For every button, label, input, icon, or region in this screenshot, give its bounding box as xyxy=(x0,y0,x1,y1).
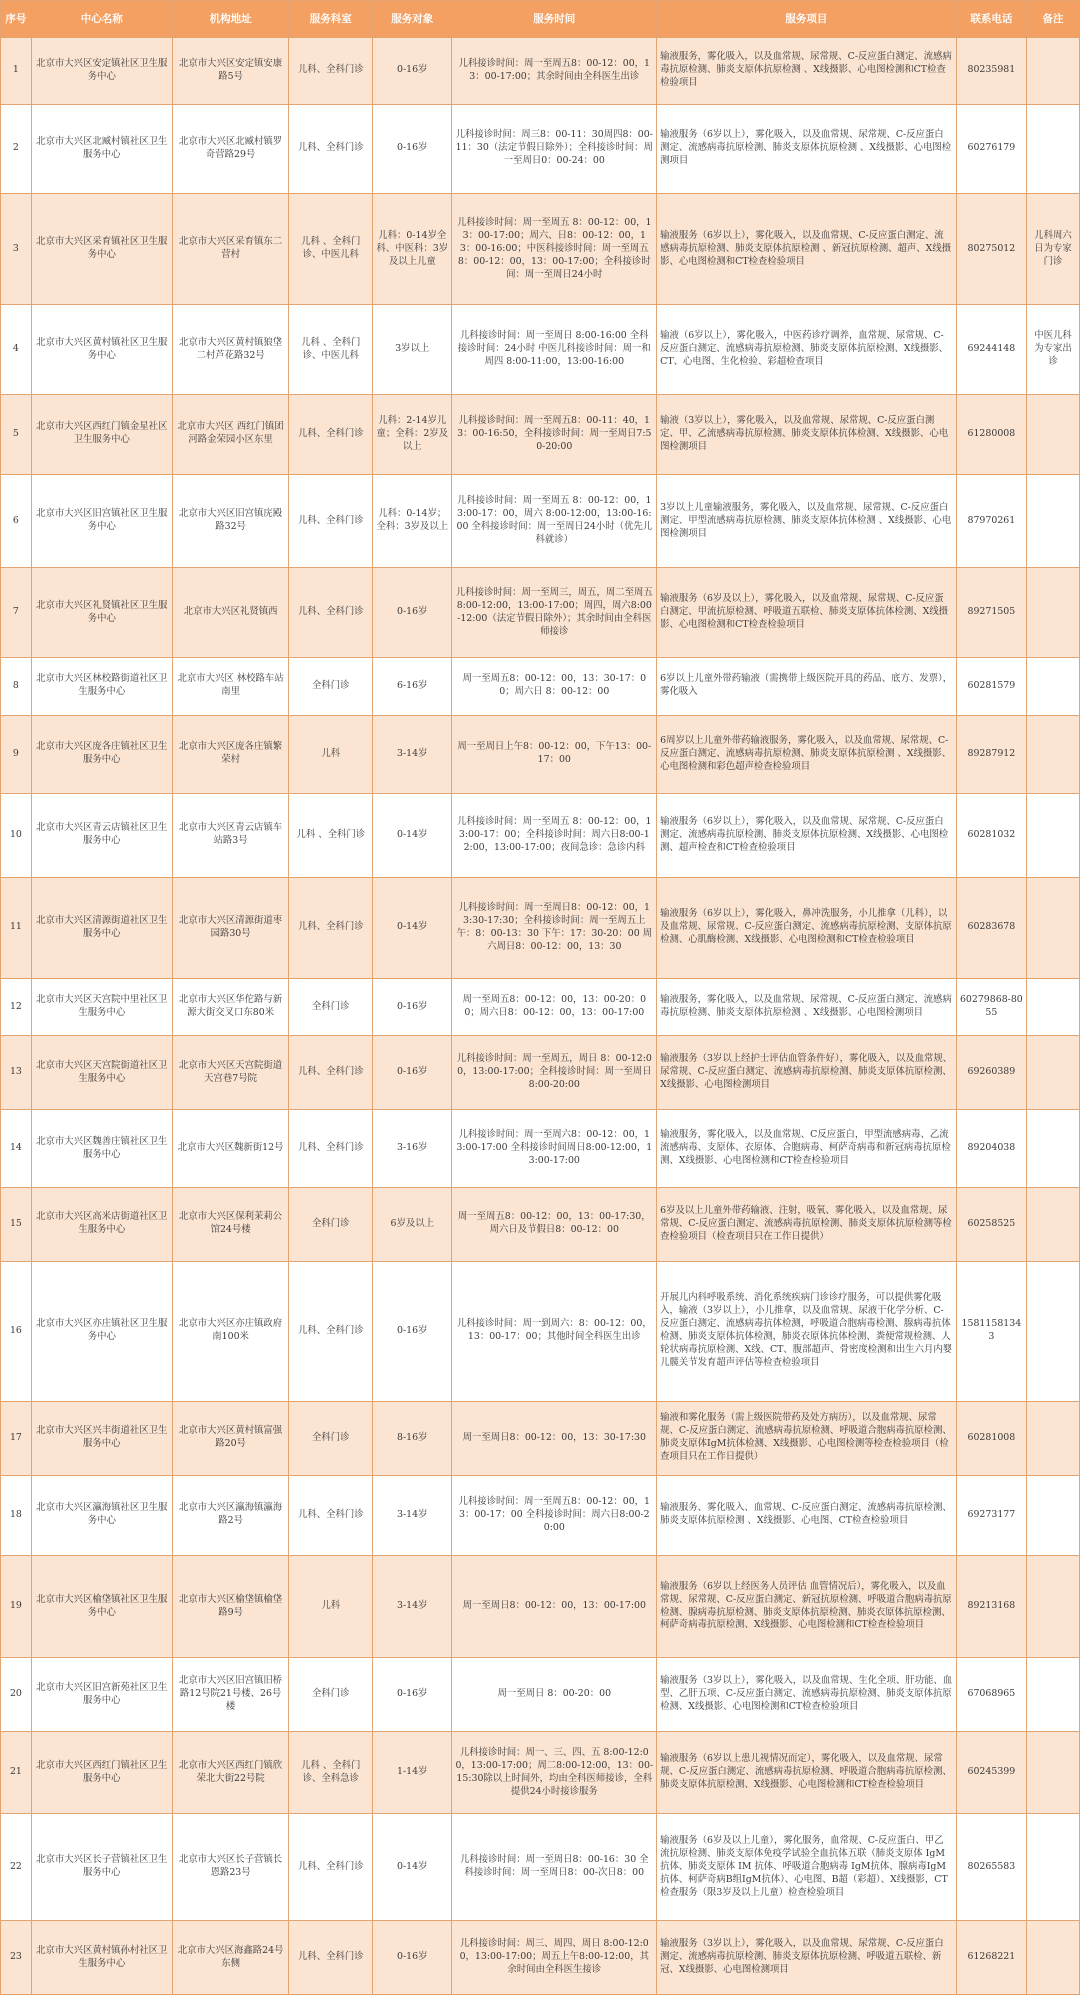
service-target: 0-16岁 xyxy=(373,1658,452,1732)
row-index: 19 xyxy=(1,1555,32,1658)
service-hours: 儿科接诊时间：周一至周三，周五，周二至周五8:00-12:00，13:00-17:00；周四，周六8:00-12:00（法定节假日除外）；其余时间由全科医师接诊 xyxy=(452,568,657,657)
remarks xyxy=(1027,1921,1080,1995)
service-items: 输液服务，雾化吸入，以及血常规、C反应蛋白，甲型流感病毒、乙流流感病毒、支原体、衣原体、合胞病毒、柯萨奇病毒和新冠病毒抗原检测、X线摄影、心电图检测和CT检查检验项目 xyxy=(657,1110,956,1188)
service-target: 0-16岁 xyxy=(373,104,452,193)
phone: 80235981 xyxy=(956,38,1026,105)
table-row xyxy=(1,194,1080,305)
center-name: 北京市大兴区黄村镇孙村社区卫生服务中心 xyxy=(31,1921,172,1995)
service-target: 儿科：0-14岁全科、中医科：3岁及以上儿童 xyxy=(373,194,452,305)
service-target: 6-16岁 xyxy=(373,657,452,715)
service-hours: 儿科接诊时间：周一至周五8：00-12：00，13：00-17：00 全科接诊时间：周六日8:00-20:00 xyxy=(452,1475,657,1555)
row-index: 8 xyxy=(1,657,32,715)
department: 儿科 xyxy=(289,715,373,793)
service-hours: 儿科接诊时间：周一至周日 8:00-16:00 全科接诊时间：24小时 中医儿科接诊时间：周一和周四 8:00-11:00，13:00-16:00 xyxy=(452,305,657,394)
row-index: 9 xyxy=(1,715,32,793)
remarks xyxy=(1027,715,1080,793)
table-row xyxy=(1,1188,1080,1262)
center-name: 北京市大兴区旧宫新苑社区卫生服务中心 xyxy=(31,1658,172,1732)
row-index: 15 xyxy=(1,1188,32,1262)
department: 儿科、全科门诊 xyxy=(289,1261,373,1401)
phone: 61268221 xyxy=(956,1921,1026,1995)
department: 儿科、全科门诊 xyxy=(289,38,373,105)
department: 全科门诊 xyxy=(289,1401,373,1475)
row-index: 11 xyxy=(1,878,32,978)
address: 北京市大兴区保利茉莉公馆24号楼 xyxy=(172,1188,289,1262)
address: 北京市大兴区西红门镇欣荣北大街22号院 xyxy=(172,1731,289,1813)
department: 全科门诊 xyxy=(289,978,373,1036)
department: 儿科 xyxy=(289,1555,373,1658)
address: 北京市大兴区礼贤镇西 xyxy=(172,568,289,657)
address: 北京市大兴区长子营镇长恩路23号 xyxy=(172,1814,289,1921)
row-index: 21 xyxy=(1,1731,32,1813)
center-name: 北京市大兴区天宫院中里社区卫生服务中心 xyxy=(31,978,172,1036)
service-hours: 周一至周五8：00-12：00，13：00-17:30，周六日及节假日8：00-12：00 xyxy=(452,1188,657,1262)
center-name: 北京市大兴区兴丰街道社区卫生服务中心 xyxy=(31,1401,172,1475)
service-hours: 儿科接诊时间：周一至周五 8：00-12：00，13:00-17：00；全科接诊时间：周六日8:00-12:00，13:00-17:00；夜间急诊：急诊内科 xyxy=(452,793,657,878)
row-index: 16 xyxy=(1,1261,32,1401)
center-name: 北京市大兴区庞各庄镇社区卫生服务中心 xyxy=(31,715,172,793)
phone: 80265583 xyxy=(956,1814,1026,1921)
table-row xyxy=(1,657,1080,715)
address: 北京市大兴区旧宫镇庑殿路32号 xyxy=(172,474,289,568)
service-items: 6岁以上儿童外带药输液（需携带上级医院开具的药品、底方、发票），雾化吸入 xyxy=(657,657,956,715)
service-items: 输液（6岁以上），雾化吸入，中医药诊疗调养，血常规、尿常规、C-反应蛋白测定、流感病毒抗原检测、肺炎支原体抗原检测、X线摄影、CT、心电图、生化检验、彩超检查项目 xyxy=(657,305,956,394)
service-items: 输液和雾化服务（需上级医院带药及处方病历），以及血常规、尿常规、C-反应蛋白测定、流感病毒抗原检测、呼吸道合胞病毒抗原检测、肺炎支原体IgM抗体检测、X线摄影、心电图检测等检查检验项目（检查项目只在工作日提供） xyxy=(657,1401,956,1475)
center-name: 北京市大兴区黄村镇社区卫生服务中心 xyxy=(31,305,172,394)
department: 儿科 、全科门诊、中医儿科 xyxy=(289,194,373,305)
remarks xyxy=(1027,1814,1080,1921)
department: 儿科、全科门诊 xyxy=(289,878,373,978)
row-index: 6 xyxy=(1,474,32,568)
department: 儿科、全科门诊 xyxy=(289,1036,373,1110)
table-row xyxy=(1,1814,1080,1921)
department: 全科门诊 xyxy=(289,657,373,715)
service-items: 输液服务（6岁以上经医务人员评估 血管情况后），雾化吸入，以及血常规、尿常规、C-反应蛋白测定、新冠抗原检测、呼吸道合胞病毒抗原检测、腺病毒抗原检测、肺炎支原体抗原检测、肺炎衣原体抗原检测、柯萨奇病毒抗原检测、X线摄影、心电图检测和CT检查检验项目 xyxy=(657,1555,956,1658)
service-hours: 儿科接诊时间：周一至周五 8：00-12：00，13：00-17:00；周六、日8：00-12：00，13：00-16:00；中医科接诊时间：周一至周五 8：00-12：00，13：00-17:00；全科接诊时间：周一至周日24小时 xyxy=(452,194,657,305)
department: 儿科 、全科门诊 xyxy=(289,793,373,878)
phone: 60245399 xyxy=(956,1731,1026,1813)
row-index: 3 xyxy=(1,194,32,305)
remarks xyxy=(1027,568,1080,657)
phone: 89204038 xyxy=(956,1110,1026,1188)
address: 北京市大兴区采育镇东二营村 xyxy=(172,194,289,305)
row-index: 22 xyxy=(1,1814,32,1921)
service-target: 0-16岁 xyxy=(373,38,452,105)
service-hours: 儿科接诊时间：周一至周五，周日 8：00-12:00，13:00-17:00；全科接诊时间：周一至周日 8:00-20:00 xyxy=(452,1036,657,1110)
service-items: 输液服务（6岁以上），雾化吸入，以及血常规、尿常规、C-反应蛋白测定、流感病毒抗原检测、肺炎支原体抗原检测 、X线摄影、心电图检测项目 xyxy=(657,104,956,193)
row-index: 12 xyxy=(1,978,32,1036)
row-index: 23 xyxy=(1,1921,32,1995)
remarks xyxy=(1027,878,1080,978)
service-hours: 儿科接诊时间：周一到周六：8：00-12：00，13：00-17：00；其他时间全科医生出诊 xyxy=(452,1261,657,1401)
service-items: 输液服务（3岁以上），雾化吸入，以及血常规、生化全项、肝功能、血型、乙肝五项、C-反应蛋白测定、流感病毒抗原检测、肺炎支原体抗原检测、X线摄影、心电图检测和CT检查检验项目 xyxy=(657,1658,956,1732)
service-hours: 周一至周日8：00-12：00，13：30-17:30 xyxy=(452,1401,657,1475)
service-target: 3-14岁 xyxy=(373,715,452,793)
address: 北京市大兴区青云店镇车站路3号 xyxy=(172,793,289,878)
center-name: 北京市大兴区礼贤镇社区卫生服务中心 xyxy=(31,568,172,657)
service-target: 0-16岁 xyxy=(373,1921,452,1995)
header-hours: 服务时间 xyxy=(452,1,657,38)
center-name: 北京市大兴区西红门镇金星社区卫生服务中心 xyxy=(31,394,172,474)
remarks xyxy=(1027,474,1080,568)
service-target: 3-14岁 xyxy=(373,1555,452,1658)
remarks xyxy=(1027,1036,1080,1110)
service-target: 儿科：0-14岁；全科：3岁及以上 xyxy=(373,474,452,568)
remarks xyxy=(1027,657,1080,715)
address: 北京市大兴区旧宫镇旧桥路12号院21号楼、26号楼 xyxy=(172,1658,289,1732)
row-index: 1 xyxy=(1,38,32,105)
service-hours: 儿科接诊时间：周一至周五8：00-11：40，13：00-16:50，全科接诊时间：周一至周日7:50-20:00 xyxy=(452,394,657,474)
remarks xyxy=(1027,1658,1080,1732)
table-row xyxy=(1,1036,1080,1110)
remarks xyxy=(1027,1475,1080,1555)
table-row xyxy=(1,1401,1080,1475)
table-row xyxy=(1,1475,1080,1555)
department: 儿科 、全科门诊、中医儿科 xyxy=(289,305,373,394)
department: 全科门诊 xyxy=(289,1658,373,1732)
address: 北京市大兴区清源街道枣园路30号 xyxy=(172,878,289,978)
address: 北京市大兴区瀛海镇瀛海路2号 xyxy=(172,1475,289,1555)
center-name: 北京市大兴区旧宫镇社区卫生服务中心 xyxy=(31,474,172,568)
service-target: 0-14岁 xyxy=(373,878,452,978)
center-name: 北京市大兴区林校路街道社区卫生服务中心 xyxy=(31,657,172,715)
center-name: 北京市大兴区高米店街道社区卫生服务中心 xyxy=(31,1188,172,1262)
address: 北京市大兴区魏新街12号 xyxy=(172,1110,289,1188)
center-name: 北京市大兴区亦庄镇社区卫生服务中心 xyxy=(31,1261,172,1401)
address: 北京市大兴区华佗路与新源大街交叉口东80米 xyxy=(172,978,289,1036)
service-items: 6周岁以上儿童外带药输液服务，雾化吸入，以及血常规、尿常规、C-反应蛋白测定、流感病毒抗原检测、肺炎支原体抗原检测 、X线摄影、心电图检测和彩色超声检查检验项目 xyxy=(657,715,956,793)
service-items: 输液服务（6岁及以上儿童），雾化服务，血常规、C-反应蛋白、甲乙流抗原检测、肺炎支原体免疫学试验全血抗体五联（肺炎支原体 IgM 抗体、肺炎支原体 IM 抗体、呼吸道合胞病毒 IgM抗体、腺病毒IgM抗体、柯萨奇病B组IgM抗体）、心电图、B超（彩超）、X线摄影，CT检查服务（限3岁及以上儿童）检查检验项目 xyxy=(657,1814,956,1921)
service-hours: 儿科接诊时间：周一至周六8：00-12：00，13:00-17:00 全科接诊时间周日8:00-12:00，13:00-17:00 xyxy=(452,1110,657,1188)
table-row xyxy=(1,394,1080,474)
remarks: 儿科周六日为专家门诊 xyxy=(1027,194,1080,305)
remarks xyxy=(1027,1731,1080,1813)
table-row xyxy=(1,474,1080,568)
header-phone: 联系电话 xyxy=(956,1,1026,38)
row-index: 5 xyxy=(1,394,32,474)
header-target: 服务对象 xyxy=(373,1,452,38)
department: 儿科、全科门诊 xyxy=(289,568,373,657)
header-center-name: 中心名称 xyxy=(31,1,172,38)
service-items: 输液服务、雾化吸入、血常规、C-反应蛋白测定、流感病毒抗原检测、肺炎支原体抗原检测 、X线摄影、心电图、CT检查检验项目 xyxy=(657,1475,956,1555)
service-target: 1-14岁 xyxy=(373,1731,452,1813)
service-items: 输液服务，雾化吸入，以及血常规、尿常规、C-反应蛋白测定、流感病毒抗原检测、肺炎支原体抗原检测 、X线摄影、心电图检测项目 xyxy=(657,978,956,1036)
service-hours: 周一至周日上午8：00-12：00，下午13：00-17：00 xyxy=(452,715,657,793)
department: 儿科 、全科门诊、全科急诊 xyxy=(289,1731,373,1813)
address: 北京市大兴区天宫院街道天宫巷7号院 xyxy=(172,1036,289,1110)
center-name: 北京市大兴区北臧村镇社区卫生服务中心 xyxy=(31,104,172,193)
remarks xyxy=(1027,978,1080,1036)
service-hours: 儿科接诊时间：周一至周五8：00-12：00，13：00-17:00；其余时间由全科医生出诊 xyxy=(452,38,657,105)
header-index: 序号 xyxy=(1,1,32,38)
service-target: 0-14岁 xyxy=(373,1814,452,1921)
remarks xyxy=(1027,1401,1080,1475)
phone: 61280008 xyxy=(956,394,1026,474)
header-address: 机构地址 xyxy=(172,1,289,38)
center-name: 北京市大兴区采育镇社区卫生服务中心 xyxy=(31,194,172,305)
header-remarks: 备注 xyxy=(1027,1,1080,38)
service-target: 3-14岁 xyxy=(373,1475,452,1555)
header-services: 服务项目 xyxy=(657,1,956,38)
service-hours: 儿科接诊时间：周三8：00-11：30周四8：00-11：30（法定节假日除外）；全科接诊时间：周一至周日0：00-24：00 xyxy=(452,104,657,193)
service-items: 输液服务（6岁及以上），雾化吸入，以及血常规、尿常规、C-反应蛋白测定、甲流抗原检测、呼吸道五联检、肺炎支原体抗体检测、X线摄影、心电图检测和CT检查检验项目 xyxy=(657,568,956,657)
phone: 60281008 xyxy=(956,1401,1026,1475)
row-index: 10 xyxy=(1,793,32,878)
service-target: 0-16岁 xyxy=(373,568,452,657)
table-row xyxy=(1,1261,1080,1401)
service-items: 输液服务（3岁以上经护士评估血管条件好），雾化吸入，以及血常规、尿常规、C-反应蛋白测定、流感病毒抗原检测、肺炎支原体抗原检测、X线摄影、心电图检测项目 xyxy=(657,1036,956,1110)
address: 北京市大兴区黄村镇狼垡二村芦花路32号 xyxy=(172,305,289,394)
department: 全科门诊 xyxy=(289,1188,373,1262)
remarks xyxy=(1027,793,1080,878)
service-hours: 周一至周五8：00-12：00，13：30-17：00；周六日 8：00-12：00 xyxy=(452,657,657,715)
phone: 87970261 xyxy=(956,474,1026,568)
service-target: 儿科：2-14岁儿童；全科：2岁及以上 xyxy=(373,394,452,474)
service-items: 输液（3岁以上），雾化吸入，以及血常规、尿常规、C-反应蛋白测定、甲、乙流感病毒抗原检测、肺炎支原体抗体检测、X线摄影、心电图检测项目 xyxy=(657,394,956,474)
table-row xyxy=(1,305,1080,394)
row-index: 13 xyxy=(1,1036,32,1110)
address: 北京市大兴区安定镇安康路5号 xyxy=(172,38,289,105)
address: 北京市大兴区北臧村镇罗奇营路29号 xyxy=(172,104,289,193)
service-hours: 儿科接诊时间：周一至周日8：00-12：00，13:30-17:30；全科接诊时间：周一至周五上午：8：00-13：30 下午：17：30-20：00 周六周日8：00-12：00，13：30 xyxy=(452,878,657,978)
phone: 60279868-8055 xyxy=(956,978,1026,1036)
service-items: 输液服务（6岁以上），雾化吸入，以及血常规、C-反应蛋白测定、流感病毒抗原检测、肺炎支原体抗原检测 、新冠抗原检测、超声、X线摄影、心电图检测和CT检查检验项目 xyxy=(657,194,956,305)
remarks xyxy=(1027,104,1080,193)
phone: 15811581343 xyxy=(956,1261,1026,1401)
department: 儿科、全科门诊 xyxy=(289,394,373,474)
table-row xyxy=(1,793,1080,878)
table-row xyxy=(1,568,1080,657)
row-index: 14 xyxy=(1,1110,32,1188)
phone: 69260389 xyxy=(956,1036,1026,1110)
remarks: 中医儿科为专家出诊 xyxy=(1027,305,1080,394)
phone: 60283678 xyxy=(956,878,1026,978)
table-row xyxy=(1,1731,1080,1813)
address: 北京市大兴区榆垡镇榆垡路9号 xyxy=(172,1555,289,1658)
address: 北京市大兴区亦庄镇政府南100米 xyxy=(172,1261,289,1401)
service-target: 8-16岁 xyxy=(373,1401,452,1475)
phone: 60276179 xyxy=(956,104,1026,193)
table-row xyxy=(1,1658,1080,1732)
phone: 69273177 xyxy=(956,1475,1026,1555)
table-row xyxy=(1,715,1080,793)
phone: 60258525 xyxy=(956,1188,1026,1262)
service-items: 输液服务（3岁以上），雾化吸入，以及血常规、尿常规、C-反应蛋白测定、流感病毒抗原检测、肺炎支原体抗原检测、呼吸道五联检、新冠、X线摄影、心电图检测项目 xyxy=(657,1921,956,1995)
service-items: 输液服务（6岁以上），雾化吸入，鼻冲洗服务，小儿推拿（儿科），以及血常规、尿常规、C-反应蛋白测定、流感病毒抗原检测、支原体抗原检测、心肌酶检测、X线摄影、心电图检测和CT检查检验项目 xyxy=(657,878,956,978)
center-name: 北京市大兴区榆垡镇社区卫生服务中心 xyxy=(31,1555,172,1658)
row-index: 18 xyxy=(1,1475,32,1555)
table-row xyxy=(1,878,1080,978)
header-department: 服务科室 xyxy=(289,1,373,38)
address: 北京市大兴区 西红门镇团河路金荣园小区东里 xyxy=(172,394,289,474)
service-items: 输液服务，雾化吸入，以及血常规、尿常规、C-反应蛋白测定、流感病毒抗原检测、肺炎支原体抗原检测 、X线摄影、心电图检测和CT检查检验项目 xyxy=(657,38,956,105)
row-index: 7 xyxy=(1,568,32,657)
department: 儿科、全科门诊 xyxy=(289,1475,373,1555)
phone: 89287912 xyxy=(956,715,1026,793)
table-row xyxy=(1,104,1080,193)
department: 儿科、全科门诊 xyxy=(289,474,373,568)
center-name: 北京市大兴区长子营镇社区卫生服务中心 xyxy=(31,1814,172,1921)
table-row xyxy=(1,38,1080,105)
service-hours: 周一至周日 8：00-20：00 xyxy=(452,1658,657,1732)
phone: 60281032 xyxy=(956,793,1026,878)
service-target: 3岁以上 xyxy=(373,305,452,394)
address: 北京市大兴区黄村镇富强路20号 xyxy=(172,1401,289,1475)
service-items: 开展儿内科呼吸系统、消化系统疾病门诊诊疗服务，可以提供雾化吸入，输液（3岁以上），小儿推拿，以及血常规、尿液干化学分析、C-反应蛋白测定、流感病毒抗体检测，呼吸道合胞病毒检测、腺病毒抗体检测、肺炎支原体抗体检测，肺炎衣原体抗体检测、粪便常规检测、人轮状病毒抗原检测、X线、CT、腹部超声、骨密度检测和出生六月内婴儿髋关节发育超声评估等检查检验项目 xyxy=(657,1261,956,1401)
center-name: 北京市大兴区安定镇社区卫生服务中心 xyxy=(31,38,172,105)
department: 儿科、全科门诊 xyxy=(289,104,373,193)
remarks xyxy=(1027,394,1080,474)
service-hours: 儿科接诊时间：周一、三、四、五 8:00-12:00，13:00-17:00；周二8:00-12:00，13：00-15:30除以上时间外，均由全科医师接诊，全科提供24小时接诊服务 xyxy=(452,1731,657,1813)
service-hours: 周一至周日8：00-12：00，13：00-17:00 xyxy=(452,1555,657,1658)
service-hours: 儿科接诊时间：周一至周日8：00-16：30 全科接诊时间：周一至周日8：00-次日8：00 xyxy=(452,1814,657,1921)
service-items: 输液服务（6岁以上），雾化吸入，以及血常规、尿常规、C-反应蛋白测定、流感病毒抗原检测、肺炎支原体抗原检测、X线摄影、心电图检测、超声检查和CT检查检验项目 xyxy=(657,793,956,878)
service-target: 0-14岁 xyxy=(373,793,452,878)
table-row xyxy=(1,1555,1080,1658)
service-items: 6岁及以上儿童外带药输液、注射，吸氧、雾化吸入，以及血常规、尿常规、C-反应蛋白测定、流感病毒抗原检测、肺炎支原体抗原检测等检查检验项目（检查项目只在工作日提供） xyxy=(657,1188,956,1262)
row-index: 4 xyxy=(1,305,32,394)
row-index: 20 xyxy=(1,1658,32,1732)
service-target: 6岁及以上 xyxy=(373,1188,452,1262)
department: 儿科、全科门诊 xyxy=(289,1814,373,1921)
service-target: 0-16岁 xyxy=(373,978,452,1036)
header-row xyxy=(1,1,1080,38)
row-index: 2 xyxy=(1,104,32,193)
center-name: 北京市大兴区瀛海镇社区卫生服务中心 xyxy=(31,1475,172,1555)
table-row xyxy=(1,1110,1080,1188)
remarks xyxy=(1027,1188,1080,1262)
table-row xyxy=(1,978,1080,1036)
service-items: 输液服务（6岁以上患儿视情况而定），雾化吸入，以及血常规、尿常规、C-反应蛋白测定、流感病毒抗原检测、呼吸道合胞病毒抗原检测、肺炎支原体抗原检测、X线摄影、心电图检测和CT检查检验项目 xyxy=(657,1731,956,1813)
remarks xyxy=(1027,1555,1080,1658)
center-name: 北京市大兴区青云店镇社区卫生服务中心 xyxy=(31,793,172,878)
phone: 89271505 xyxy=(956,568,1026,657)
service-target: 3-16岁 xyxy=(373,1110,452,1188)
table-row xyxy=(1,1921,1080,1995)
service-items: 3岁以上儿童输液服务，雾化吸入，以及血常规、尿常规、C-反应蛋白测定、甲型流感病毒抗原检测、肺炎支原体抗体检测 、X线摄影、心电图检测项目 xyxy=(657,474,956,568)
department: 儿科、全科门诊 xyxy=(289,1110,373,1188)
phone: 89213168 xyxy=(956,1555,1026,1658)
department: 儿科、全科门诊 xyxy=(289,1921,373,1995)
remarks xyxy=(1027,1261,1080,1401)
remarks xyxy=(1027,38,1080,105)
center-name: 北京市大兴区清源街道社区卫生服务中心 xyxy=(31,878,172,978)
phone: 60281579 xyxy=(956,657,1026,715)
service-target: 0-16岁 xyxy=(373,1036,452,1110)
service-hours: 儿科接诊时间：周三、周四、周日 8:00-12:00，13:00-17:00；周五上午8:00-12:00，其余时间由全科医生接诊 xyxy=(452,1921,657,1995)
center-name: 北京市大兴区魏善庄镇社区卫生服务中心 xyxy=(31,1110,172,1188)
phone: 80275012 xyxy=(956,194,1026,305)
service-target: 0-16岁 xyxy=(373,1261,452,1401)
phone: 69244148 xyxy=(956,305,1026,394)
address: 北京市大兴区庞各庄镇繁荣村 xyxy=(172,715,289,793)
remarks xyxy=(1027,1110,1080,1188)
row-index: 17 xyxy=(1,1401,32,1475)
center-name: 北京市大兴区西红门镇社区卫生服务中心 xyxy=(31,1731,172,1813)
phone: 67068965 xyxy=(956,1658,1026,1732)
address: 北京市大兴区 林校路车站南里 xyxy=(172,657,289,715)
address: 北京市大兴区海鑫路24号东侧 xyxy=(172,1921,289,1995)
center-name: 北京市大兴区天宫院街道社区卫生服务中心 xyxy=(31,1036,172,1110)
service-hours: 儿科接诊时间：周一至周五 8：00-12：00，13:00-17：00，周六 8:00-12:00，13:00-16:00 全科接诊时间：周一至周日24小时（优先儿科就诊） xyxy=(452,474,657,568)
service-hours: 周一至周五8：00-12：00，13：00-20：00；周六日8：00-12：00，13：00-17:00 xyxy=(452,978,657,1036)
